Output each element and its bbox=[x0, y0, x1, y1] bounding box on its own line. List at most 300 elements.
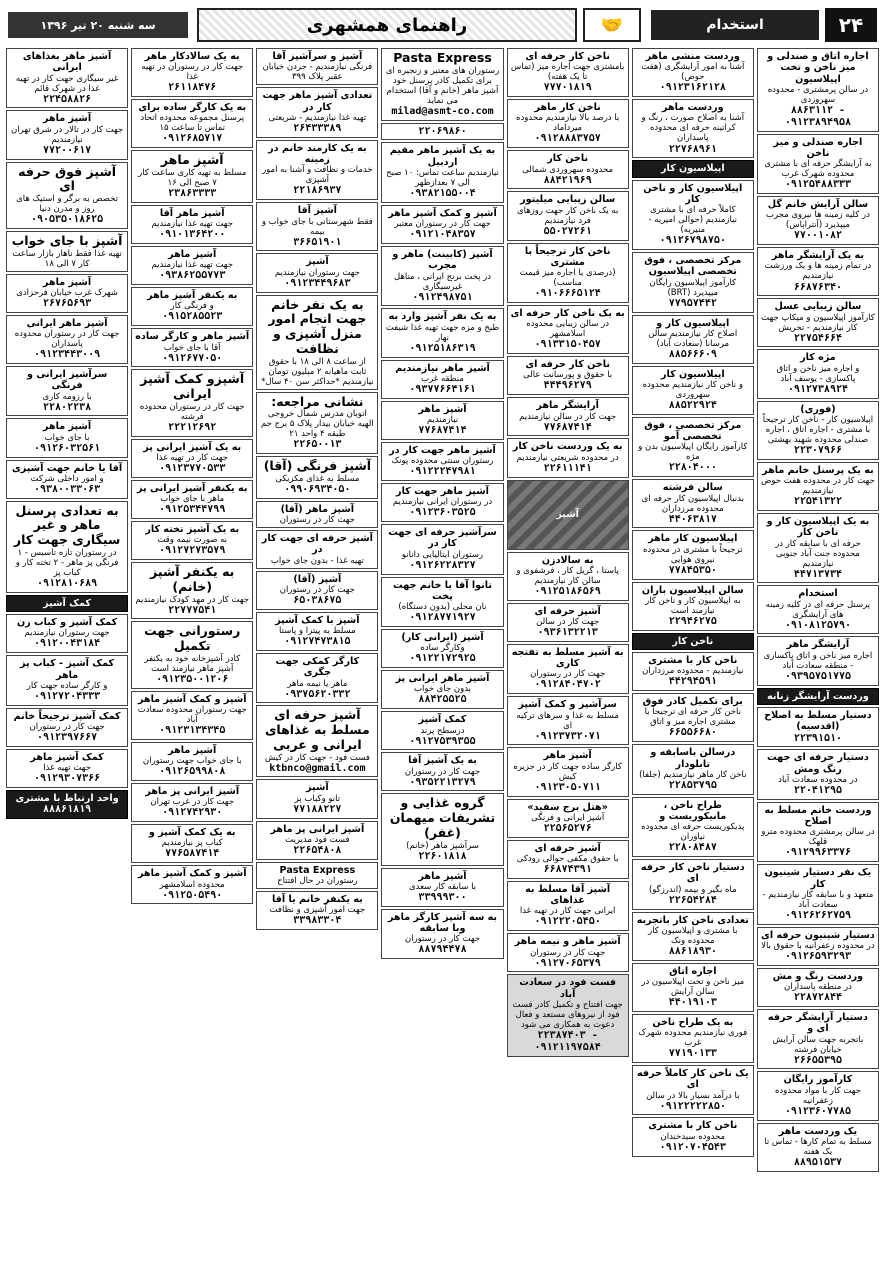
ad-title: درسالن باسابقه و تابلودار bbox=[650, 747, 736, 770]
ad-body: اجاره میز ناخن و اتاق پاکسازی - منطقه سعادت آباد bbox=[763, 650, 873, 671]
classified-ad bbox=[256, 571, 378, 610]
ad-title: ناخن کار با مشتری bbox=[648, 655, 738, 666]
ad-body: با حقوق و پورسانت عالی bbox=[523, 370, 613, 381]
ad-body: مسلط به غذا و سرهای ترکیه ای bbox=[516, 710, 619, 731]
classified-ad bbox=[6, 231, 128, 272]
ad-body: شهرک غرب خیابان فرحزادی bbox=[16, 288, 118, 299]
ad-body: طبخ و مزه جهت تهیه غذا شیفت نهار bbox=[385, 322, 500, 343]
ad-title: ناخن کار bbox=[547, 153, 589, 165]
classified-ad bbox=[632, 479, 754, 528]
ad-body: محدوده سیدخندان bbox=[660, 1131, 726, 1142]
classified-ad bbox=[256, 140, 378, 200]
classified-ad bbox=[256, 48, 378, 85]
ad-phone: ۷۷۰۰۱۰۸۲ bbox=[793, 230, 843, 242]
ad-title: برای تکمیل کادر فوق bbox=[642, 696, 743, 708]
ad-body: جهت کار در رستوران bbox=[404, 934, 481, 945]
ad-body: بدون جای خواب bbox=[413, 684, 472, 695]
ad-title: آشپز ماهر bbox=[43, 276, 92, 288]
classified-ad bbox=[256, 456, 378, 499]
ad-title: آشپز ماهر bbox=[543, 750, 592, 762]
ad-title: آشپز و کمک آشپز ماهر bbox=[388, 207, 497, 219]
ad-phone: ktbnco@gmail.com bbox=[269, 762, 366, 774]
classified-ad bbox=[131, 328, 253, 367]
ad-phone: ۰۹۹۰۶۹۳۴۰۵۰ bbox=[284, 483, 351, 495]
ad-phone: ۰۹۱۲۳۰۵۰۷۱۱ bbox=[534, 781, 601, 793]
ad-body: کارآموز اپیلاسیون رایگان میپذیرد (BRT) bbox=[649, 277, 737, 298]
ad-phone: ۲۲۸۷۲۸۴۴ bbox=[793, 992, 843, 1004]
classified-ad bbox=[757, 1123, 879, 1172]
ad-phone: ۰۹۱۲۵۱۸۶۵۶۹ bbox=[534, 585, 601, 597]
ad-body: جهت کار در رستوران محدوده فرشته bbox=[139, 401, 245, 422]
classified-ad bbox=[131, 150, 253, 203]
classified-ad bbox=[131, 824, 253, 863]
classified-ad bbox=[6, 460, 128, 499]
ad-body: غیر سیگاری جهت کار در تهیه غذا در شهرک قائم bbox=[15, 73, 119, 94]
ad-phone: ۰۹۱۲۴۹۸۷۵۱ bbox=[412, 291, 473, 303]
ad-phone: ۶۵۰۳۸۶۷۵ bbox=[293, 595, 342, 606]
ad-title: آشپز ماهر نیازمندیم bbox=[395, 362, 490, 374]
ad-body: متعهد و با سابقه کار نیازمندیم - سعادت آباد bbox=[762, 889, 874, 910]
ad-phone: ۰۹۱۲۸۸۸۳۷۵۷ bbox=[534, 133, 601, 145]
ad-body: رستوران سنتی محدوده پونک bbox=[391, 456, 494, 467]
ad-phone: ۲۶۶۵۵۳۹۵ bbox=[793, 1054, 843, 1066]
ad-title: آشپز bbox=[306, 782, 329, 794]
classified-ad bbox=[131, 742, 253, 781]
ad-phone: ۷۷۲۰۰۶۱۷ bbox=[42, 144, 92, 156]
ad-body: ماهر یا نیمه ماهر bbox=[287, 678, 348, 689]
ad-title: به یکنفر آشپز ایرانی پز bbox=[137, 482, 248, 494]
classified-ad bbox=[507, 397, 629, 436]
ad-body: جهت کار در رستوران bbox=[279, 584, 355, 595]
classified-ad bbox=[131, 99, 253, 148]
ad-phone: ۲۲۹۴۶۲۷۵ bbox=[668, 615, 717, 627]
ad-body: جهت کار در رستوران در تهیه غذا bbox=[141, 62, 244, 83]
ad-phone: ۰۹۱۲۸۷۷۱۹۲۷ bbox=[409, 612, 476, 624]
ad-body: فست فود - جهت کار در کیش bbox=[264, 752, 370, 763]
ad-title: اپیلاسیون کار bbox=[660, 368, 725, 380]
ad-title: ناخن کار bbox=[672, 635, 714, 647]
handshake-icon: 🤝 bbox=[583, 8, 641, 42]
ad-title: آشپز ایرانی پز ماهر bbox=[270, 823, 365, 835]
ad-phone: ۷۷۶۵۸۷۴۱۴ bbox=[165, 848, 220, 860]
ad-phone: ۰۹۱۲۶۸۵۷۱۷ bbox=[162, 133, 223, 145]
ad-column bbox=[6, 48, 128, 1274]
classified-ad bbox=[6, 595, 128, 612]
classified-ad bbox=[381, 577, 503, 627]
ad-body: خدمات و نظافت و آشنا به امور آشپزی bbox=[262, 165, 373, 186]
ad-body: کباب پز نیازمندیم bbox=[161, 838, 223, 849]
classified-ad bbox=[757, 585, 879, 634]
classified-ad bbox=[256, 779, 378, 818]
ad-body: فست فود مدیریت bbox=[285, 834, 350, 845]
ad-phone: ۲۲۴۵۸۸۲۶ bbox=[42, 93, 92, 105]
ad-title: Pasta Express bbox=[393, 50, 492, 65]
ad-title: آشپز ماهر (آقا) bbox=[280, 503, 355, 515]
ad-phone: ۸۸۵۶۶۶۰۹ bbox=[668, 348, 717, 360]
ad-title: اپیلاسیون کار و bbox=[656, 317, 730, 329]
ad-title: به آشپز مسلط به تفتجه کاری bbox=[511, 646, 624, 670]
classified-ad bbox=[507, 243, 629, 303]
ad-title: استخدام bbox=[798, 588, 838, 600]
ad-title: دستیار مسلط به اصلاح (اقدسیه) bbox=[764, 709, 872, 733]
ad-body: از ساعت ۸ الی ۱۸ با حقوق ثابت ماهیانه ۲ میلیون تومان نیازمندیم *حداکثر سن ۴۰ سال* bbox=[261, 356, 374, 387]
ad-column bbox=[757, 48, 879, 1274]
ad-body: در سالن پرمشتری محدوده مترو قلهک bbox=[761, 827, 875, 848]
classified-ad bbox=[757, 401, 879, 460]
ad-title: آقا یا خانم جهت آشپزی bbox=[11, 462, 123, 474]
classified-ad bbox=[507, 644, 629, 694]
ad-title: به یک نفر خانم جهت انجام امور منزل آشپزی و نظافت bbox=[268, 296, 367, 356]
classified-ad bbox=[381, 246, 503, 306]
classified-ad bbox=[507, 747, 629, 796]
ad-title: آشپز و سرآشپز آقا bbox=[272, 51, 363, 62]
ad-title: مرکز تخصصی ، فوق تخصصی آمو bbox=[644, 419, 742, 443]
ad-phone: ۲۲۳۰۷۹۶۶ bbox=[793, 444, 843, 456]
ad-body: نیازمندیم bbox=[426, 415, 459, 426]
ad-title: کارآموز رایگان bbox=[783, 1074, 853, 1086]
classified-ad bbox=[6, 110, 128, 159]
classified-ad bbox=[757, 196, 879, 245]
ad-phone: ۸۸۶۳۱۱۲ - ۰۹۱۲۳۸۹۴۹۵۸ bbox=[784, 104, 852, 128]
ad-title: یک وردست ماهر bbox=[778, 1125, 858, 1137]
classified-ad bbox=[381, 670, 503, 709]
ad-body: جهت کار در غرب تهران bbox=[150, 797, 235, 808]
ad-phone: ۰۹۱۲۳۵۰۰۱۲۰۶ bbox=[156, 673, 229, 685]
ad-title: اپیلاسیون کار bbox=[660, 163, 725, 175]
classified-ad bbox=[6, 315, 128, 364]
ad-body: با سابقه کار سعدی bbox=[408, 881, 477, 892]
ad-title: آشپز ماهر و کارگر ساده bbox=[135, 331, 250, 343]
ad-body: پرسنل حرفه ای در کلیه زمینه های آرایشگری bbox=[765, 599, 871, 620]
ad-body: فوری نیازمندیم محدوده شهرک غرب bbox=[638, 1028, 748, 1049]
classified-ad bbox=[507, 99, 629, 148]
ad-body: جهت کار در رستوران محدوده پاسداران bbox=[14, 329, 120, 350]
ad-phone: ۲۶۱۱۸۴۷۶ bbox=[168, 82, 217, 94]
ad-title: آشپز با جای خواب bbox=[11, 232, 123, 248]
ad-body: منطقه غرب bbox=[421, 373, 464, 384]
ad-body: جهت کار در رستوران bbox=[279, 515, 355, 526]
classified-ad bbox=[6, 655, 128, 705]
ad-phone: ۲۲۵۴۱۳۲۲ bbox=[793, 496, 843, 508]
ad-phone: ۲۲۶۰۱۸۱۸ bbox=[418, 850, 467, 862]
ad-body: رستوران های معتبر و زنجیره ای برای تکمیل کادر پرسنل خود آشپز ماهر (خانم و آقا) استخدام می نماید bbox=[385, 65, 500, 106]
ad-title: به تعدادی پرسنل ماهر و غیر سیگاری جهت کار bbox=[13, 502, 121, 548]
classified-ad bbox=[6, 790, 128, 819]
ad-body: جهت تهیه غذا bbox=[43, 763, 91, 774]
ad-phone: ۷۷۱۸۸۲۲۷ bbox=[293, 803, 342, 815]
ad-title: آشپز ماهر bbox=[160, 152, 224, 168]
ad-title: آرایشگر ماهر bbox=[536, 400, 599, 412]
ad-phone: ۲۲۶۵۴۲۸۴ bbox=[668, 894, 717, 906]
ad-body: با جای خواب bbox=[44, 432, 90, 443]
classified-ad bbox=[381, 711, 503, 750]
ad-phone: ۲۶۷۶۵۶۹۳ bbox=[42, 298, 92, 310]
ad-body: جهت کار در محدوده هفت حوض نیازمندیم bbox=[761, 476, 875, 497]
ad-body: در تمام زمینه ها و یک ورزشت نیازمندیم bbox=[764, 261, 872, 282]
classified-ad bbox=[256, 295, 378, 390]
ad-phone: ۸۸۴۲۱۹۶۹ bbox=[543, 174, 592, 186]
ad-body: کارگر ساده جهت کار در جزیره کیش bbox=[513, 761, 622, 782]
classified-ad bbox=[131, 480, 253, 519]
ad-phone: ۲۲۸۰۴۰۰۰ bbox=[668, 462, 717, 474]
ad-title: رستورانی جهت تکمیل bbox=[144, 623, 241, 654]
ad-phone: ۲۲۰۴۱۲۹۵ bbox=[793, 785, 843, 796]
ad-phone: ۷۷۶۸۷۴۱۴ bbox=[543, 421, 592, 433]
ad-title: کمک آشپز bbox=[418, 714, 467, 726]
ad-body: حرفه ای با سابقه کار در محدوده جنت آباد جنوبی نیازمندیم bbox=[775, 538, 861, 569]
ad-body: نان محلی (بدون دستگاه) bbox=[398, 602, 487, 613]
ad-title: آشپز (کابینت) ماهر و مجرب bbox=[392, 248, 493, 272]
ad-phone: ۲۲۳۸۷۴۰۳ - ۰۹۱۲۱۱۹۷۵۸۴ bbox=[534, 1029, 601, 1053]
ad-phone: ۲۲۸۰۲۲۳۸ bbox=[42, 401, 92, 413]
ad-body: و امور داخلی شرکت bbox=[30, 473, 104, 484]
ad-body: جهت کار در رستوران bbox=[530, 947, 606, 958]
classified-ad bbox=[632, 912, 754, 961]
classified-ad bbox=[507, 696, 629, 745]
ad-title: وردست آرایشگر زنانه bbox=[767, 690, 869, 702]
ad-phone: ۲۲۶۵۴۸۰۸ bbox=[293, 844, 342, 856]
ad-phone: ۲۲۱۸۶۹۳۷ bbox=[293, 185, 342, 197]
classified-ad bbox=[757, 802, 879, 862]
ad-phone: ۲۲۷۶۸۹۶۱ bbox=[668, 143, 717, 155]
ad-phone: ۰۹۱۲۳۷۳۲۰۷۱ bbox=[534, 730, 601, 742]
ad-title: ناخن کار با مشتری bbox=[648, 1120, 738, 1132]
ad-phone: ۰۹۳۷۵۶۲۰۳۳۲ bbox=[284, 688, 351, 700]
ad-title: سرآشپز و کمک آشپز bbox=[518, 699, 617, 711]
ad-title: آشپز حرفه ای bbox=[534, 842, 601, 854]
ad-phone: ۰۹۱۲۷۲۰۴۳۳۳ bbox=[33, 690, 101, 702]
classified-ad bbox=[632, 99, 754, 158]
ad-body: و فرنگی کار bbox=[170, 301, 214, 312]
ad-phone: ۸۸۵۲۲۹۲۴ bbox=[668, 400, 717, 412]
classified-ad bbox=[6, 162, 128, 229]
ad-body: کاملاً حرفه ای با مشتری نیازمندیم (حوالی امیریه - منیریه) bbox=[648, 205, 738, 236]
ad-phone: ۰۹۱۲۵۴۸۸۳۳۳ bbox=[784, 179, 852, 191]
ad-title: تانوا آقا یا خانم جهت پخت bbox=[393, 579, 492, 602]
ad-body: مسلط به تهیه کاری ساعت کار ۷ صبح الی ۱۶ bbox=[138, 168, 247, 189]
ad-body: در محدوده سعادت آباد bbox=[778, 774, 858, 785]
ad-column bbox=[381, 48, 503, 1274]
ad-body: تهیه غذا فقط ناهار بازار ساعت کار ۷ الی ۱۸ bbox=[12, 248, 122, 269]
ad-phone: ۰۹۱۲۷۲۷۳۵۷۹ bbox=[159, 545, 226, 557]
ad-phone: ۰۹۱۲۲۲۲۲۸۵۰ bbox=[659, 1100, 726, 1112]
ad-phone: ۰۹۱۲۵۳۴۴۷۹۹ bbox=[159, 504, 226, 516]
ad-title: وردست رنگ و مش bbox=[772, 970, 864, 982]
ad-phone: milad@asmt-co.com bbox=[391, 105, 494, 117]
ad-title: به یک کارگر ساده برای bbox=[138, 102, 247, 114]
classified-ad bbox=[256, 253, 378, 292]
ad-title: آشپز فرنگی (آقا) bbox=[263, 458, 372, 474]
ad-phone: ۴۴۷۱۳۷۳۴ bbox=[793, 568, 843, 580]
ad-phone: ۳۳۹۹۹۳۰۰ bbox=[418, 891, 467, 903]
ad-body: و اجاره میز ناخن و اتاق پاکسازی - یوسف آباد bbox=[776, 363, 860, 384]
classified-ad bbox=[256, 202, 378, 251]
classified-ad bbox=[381, 205, 503, 244]
classified-ad bbox=[381, 483, 503, 522]
ad-body: جهت تهیه غذا نیازمندیم bbox=[151, 260, 233, 271]
ad-title: به یک اپیلاسیون کار و ناخن کار bbox=[766, 515, 870, 539]
ad-body: پاستا ، گریل کار ، فرشفوی و سالن کار نیازمندیم bbox=[516, 565, 619, 586]
ad-phone: ۷۷۱۹۰۱۳۳ bbox=[668, 1048, 717, 1060]
ad-phone: ۲۳۸۶۳۳۳۳ bbox=[168, 188, 217, 200]
ad-body: ناخن کار ماهر نیازمندیم (جلفا) bbox=[639, 769, 747, 780]
ad-body: آقا با جای خواب bbox=[163, 342, 221, 353]
ad-title: ناخن کار ترجیحاً با مشتری bbox=[524, 245, 611, 268]
ad-phone: ۰۹۳۵۲۲۱۳۲۷۹ bbox=[409, 776, 476, 788]
ad-body: در سالن زیبایی محدوده اسلامشهر bbox=[526, 319, 609, 340]
ad-phone: ۰۹۱۲۳۶۰۳۵۲۵ bbox=[409, 507, 476, 519]
ad-phone: ۲۲۳۹۱۵۱۰ bbox=[793, 732, 843, 744]
ad-phone: ۰۹۱۲۰۷۰۴۵۴۳ bbox=[659, 1141, 726, 1153]
ad-title: دستیار ناخن کار حرفه ای bbox=[640, 862, 745, 885]
classified-ad bbox=[256, 87, 378, 137]
ad-title: به یک کارمند خانم در زمینه bbox=[268, 142, 367, 166]
ad-phone: ۴۴۰۶۳۸۱۷ bbox=[668, 513, 717, 525]
ad-column bbox=[256, 48, 378, 1274]
ad-body: در سالن پرمشتری - محدوده سهروردی bbox=[767, 84, 869, 105]
ad-title: آشپزو کمک آشپز ایرانی bbox=[140, 371, 245, 402]
ad-body: کادر آشپزخانه خود به یکنفر آشپز ماهر نیازمند است bbox=[144, 653, 241, 674]
ad-title: به یک آشپز تخته کار bbox=[145, 523, 240, 535]
classified-ad bbox=[507, 552, 629, 601]
ad-phone: ۰۹۱۲۳۱۳۴۳۴۵ bbox=[159, 725, 226, 737]
ad-phone: ۲۲۸۵۳۷۹۵ bbox=[668, 779, 717, 791]
ad-body: کارآموز رایگان اپیلاسیون بدن و مژه bbox=[638, 442, 748, 463]
classified-ad bbox=[131, 783, 253, 822]
ad-body: با درصد بالا نیازمندیم محدوده میرداماد bbox=[516, 113, 620, 134]
ad-title: آشپز حرفه ای جهت کار در bbox=[261, 533, 373, 556]
ad-phone: ۰۹۱۲۲۲۴۷۹۸۱ bbox=[409, 466, 476, 478]
ad-title: وردست ماهر bbox=[662, 102, 724, 114]
ad-phone: ۲۲۶۵۰۰۱۳ bbox=[293, 439, 342, 451]
ad-body: در رستوران تازه تاسیس - ۱ فرنگی پز ماهر - ۲ تخته کار و کباب پز bbox=[15, 547, 119, 578]
ad-body: در منطقه پاسداران bbox=[784, 982, 852, 993]
classified-ad bbox=[507, 150, 629, 189]
ad-title: به یک سالادکار ماهر bbox=[144, 51, 240, 62]
ad-body: تخصص به برگر و استیک های روز و مدرن دنیا bbox=[16, 194, 119, 215]
classified-grid bbox=[6, 48, 879, 1274]
ad-title: به یک نفر آشپز وارد به bbox=[388, 311, 497, 323]
classified-ad bbox=[131, 246, 253, 285]
ad-phone: ۰۹۱۲۶۲۶۲۷۵۹ bbox=[784, 909, 852, 921]
classified-ad bbox=[757, 462, 879, 511]
ad-body: به صورت نیمه وقت bbox=[157, 535, 228, 546]
ad-title: به یکنفر آشپز (خانم) bbox=[150, 564, 235, 594]
ad-body: در محدوده زعفرانیه با حقوق بالا bbox=[761, 941, 875, 952]
classified-ad bbox=[6, 366, 128, 416]
ad-title: «هتل برج سفید» bbox=[527, 801, 608, 813]
ad-phone: ۰۹۱۲۷۳۸۹۲۴ bbox=[787, 383, 849, 395]
ad-body: درسطح پرند bbox=[420, 725, 465, 736]
ad-body: رستوران در حال افتتاح bbox=[277, 875, 358, 886]
classified-ad bbox=[507, 356, 629, 395]
ad-phone: ۰۹۱۲۳۱۶۲۱۲۸ bbox=[659, 82, 726, 94]
classified-ad bbox=[757, 707, 879, 747]
ad-title: آشپز با کمک آشپز bbox=[275, 614, 360, 626]
classified-ad bbox=[381, 909, 503, 959]
ad-body: جهت کار در سالن bbox=[536, 616, 600, 627]
ad-phone: ۷۷۷۰۱۸۱۹ bbox=[543, 82, 592, 94]
ad-title: گروه غذایی و تشریفات میهمان (غفر) bbox=[389, 795, 496, 840]
ad-title: آشپز ماهر bbox=[43, 113, 92, 125]
classified-ad bbox=[632, 633, 754, 650]
classified-ad bbox=[757, 1009, 879, 1069]
classified-ad bbox=[256, 862, 378, 889]
ad-body: بدنبال اپیلاسیون کار حرفه ای محدوده مرزداران bbox=[641, 493, 744, 514]
ad-phone: ۰۹۱۲۳۶۰۷۷۸۵ bbox=[784, 1105, 852, 1117]
ad-phone: ۰۹۱۲۸۴۰۴۷۰۲ bbox=[534, 679, 601, 691]
ad-title: کمک آشپز ماهر bbox=[30, 751, 104, 763]
ad-body: کارآموز اپیلاسیون و میکاپ جهت کار نیازمندیم - تجریش bbox=[761, 312, 875, 333]
ad-body: مسلط به غذای مکزیکی bbox=[275, 473, 360, 484]
ad-phone: ۰۹۱۳۳۱۵۰۴۵۷ bbox=[534, 339, 601, 351]
ad-title: آشپز (ایرانی کار) bbox=[401, 631, 484, 643]
ad-body: وکارگر ساده bbox=[420, 643, 465, 654]
ad-body: فقط شهرستانی با جای خواب و بیمه bbox=[261, 216, 373, 237]
ad-title: آشپز ماهر و نیمه ماهر bbox=[514, 936, 621, 948]
classified-ad bbox=[632, 530, 754, 579]
classified-ad bbox=[507, 191, 629, 240]
classified-ad bbox=[632, 859, 754, 909]
ad-body: جهت افتتاح و تکمیل کادر فست فود از نیروهای مستعد و فعال دعوت به همکاری می شود bbox=[512, 999, 623, 1030]
ad-phone: ۸۸۹۵۱۵۳۷ bbox=[793, 1156, 843, 1168]
ad-title: طراح ناخن ، مانیکوریست و bbox=[659, 799, 727, 823]
ad-title: به یک پرسنل خانم ماهر bbox=[762, 464, 874, 476]
classified-ad bbox=[507, 603, 629, 642]
ad-phone: ۰۹۱۲۶۲۲۸۳۲۷ bbox=[409, 559, 476, 571]
ad-title: اجاره اتاق و صندلی و میز ناخن و تخت اپیلاسیون bbox=[767, 51, 869, 85]
ad-title: فست فود در سعادت آباد bbox=[519, 977, 617, 1000]
ad-body: به اپیلاسیون کار و ناخن کار نیازمند است bbox=[645, 595, 741, 616]
ad-phone: ۰۹۱۵۲۸۵۵۲۳ bbox=[162, 311, 223, 323]
classified-ad bbox=[507, 480, 629, 550]
ad-body: بامشتری جهت اجاره میز (تماس تا یک هفته) bbox=[510, 62, 625, 83]
ad-title: دستیار شینیون حرفه ای bbox=[761, 929, 875, 941]
ad-phone: ۸۸۴۲۵۵۲۵ bbox=[418, 694, 467, 706]
classified-ad bbox=[131, 865, 253, 904]
ad-title: Pasta Express bbox=[279, 864, 356, 876]
ad-title: آشپز آقا مسلط به غذاهای bbox=[525, 883, 611, 907]
ad-body: محدوده اسلامشهر bbox=[159, 879, 225, 890]
classified-ad bbox=[757, 864, 879, 924]
classified-ad bbox=[131, 691, 253, 740]
classified-ad bbox=[507, 799, 629, 838]
ad-phone: ۰۹۱۲۹۹۶۳۳۷۶ bbox=[784, 847, 852, 859]
ad-body: پرسنل مجموعه محدوده اتحاد تماس تا ساعت ۱۵ bbox=[140, 113, 245, 134]
ad-body: (درصدی یا اجاره میز قیمت مناسب) bbox=[519, 268, 616, 289]
classified-ad bbox=[507, 305, 629, 354]
classified-ad bbox=[131, 521, 253, 560]
ad-title: ناخن کار حرفه ای bbox=[525, 359, 610, 371]
ad-body: و ناخن کار نیازمندیم محدوده سهروردی bbox=[642, 379, 743, 400]
classified-ad bbox=[381, 524, 503, 574]
ad-phone: ۸۸۸۶۱۸۱۹ bbox=[42, 804, 92, 816]
ad-body: جهت رستوران نیازمندیم bbox=[274, 267, 360, 278]
ad-title: کمک آشپز ترجیحاً خانم bbox=[13, 710, 121, 722]
ad-title: آشپز ماهر bbox=[418, 870, 467, 882]
classified-ad bbox=[632, 252, 754, 312]
brand-title: راهنمای همشهری bbox=[197, 8, 577, 42]
ad-title: به یک ناخن کار حرفه ای bbox=[510, 308, 625, 319]
ad-phone: ۰۹۳۶۱۳۲۲۱۳ bbox=[537, 626, 598, 638]
ad-title: آشپز ماهر جهت کار در bbox=[389, 444, 496, 456]
ad-phone: ۰۹۱۲۰۰۴۳۱۸۴ bbox=[33, 638, 101, 650]
classified-ad bbox=[757, 749, 879, 799]
classified-ad bbox=[381, 793, 503, 865]
ad-body: در محدوده شریعتی نیازمندیم bbox=[516, 452, 619, 463]
classified-ad bbox=[6, 708, 128, 747]
ad-phone: ۰۹۱۲۹۳۰۷۳۶۶ bbox=[33, 773, 101, 785]
